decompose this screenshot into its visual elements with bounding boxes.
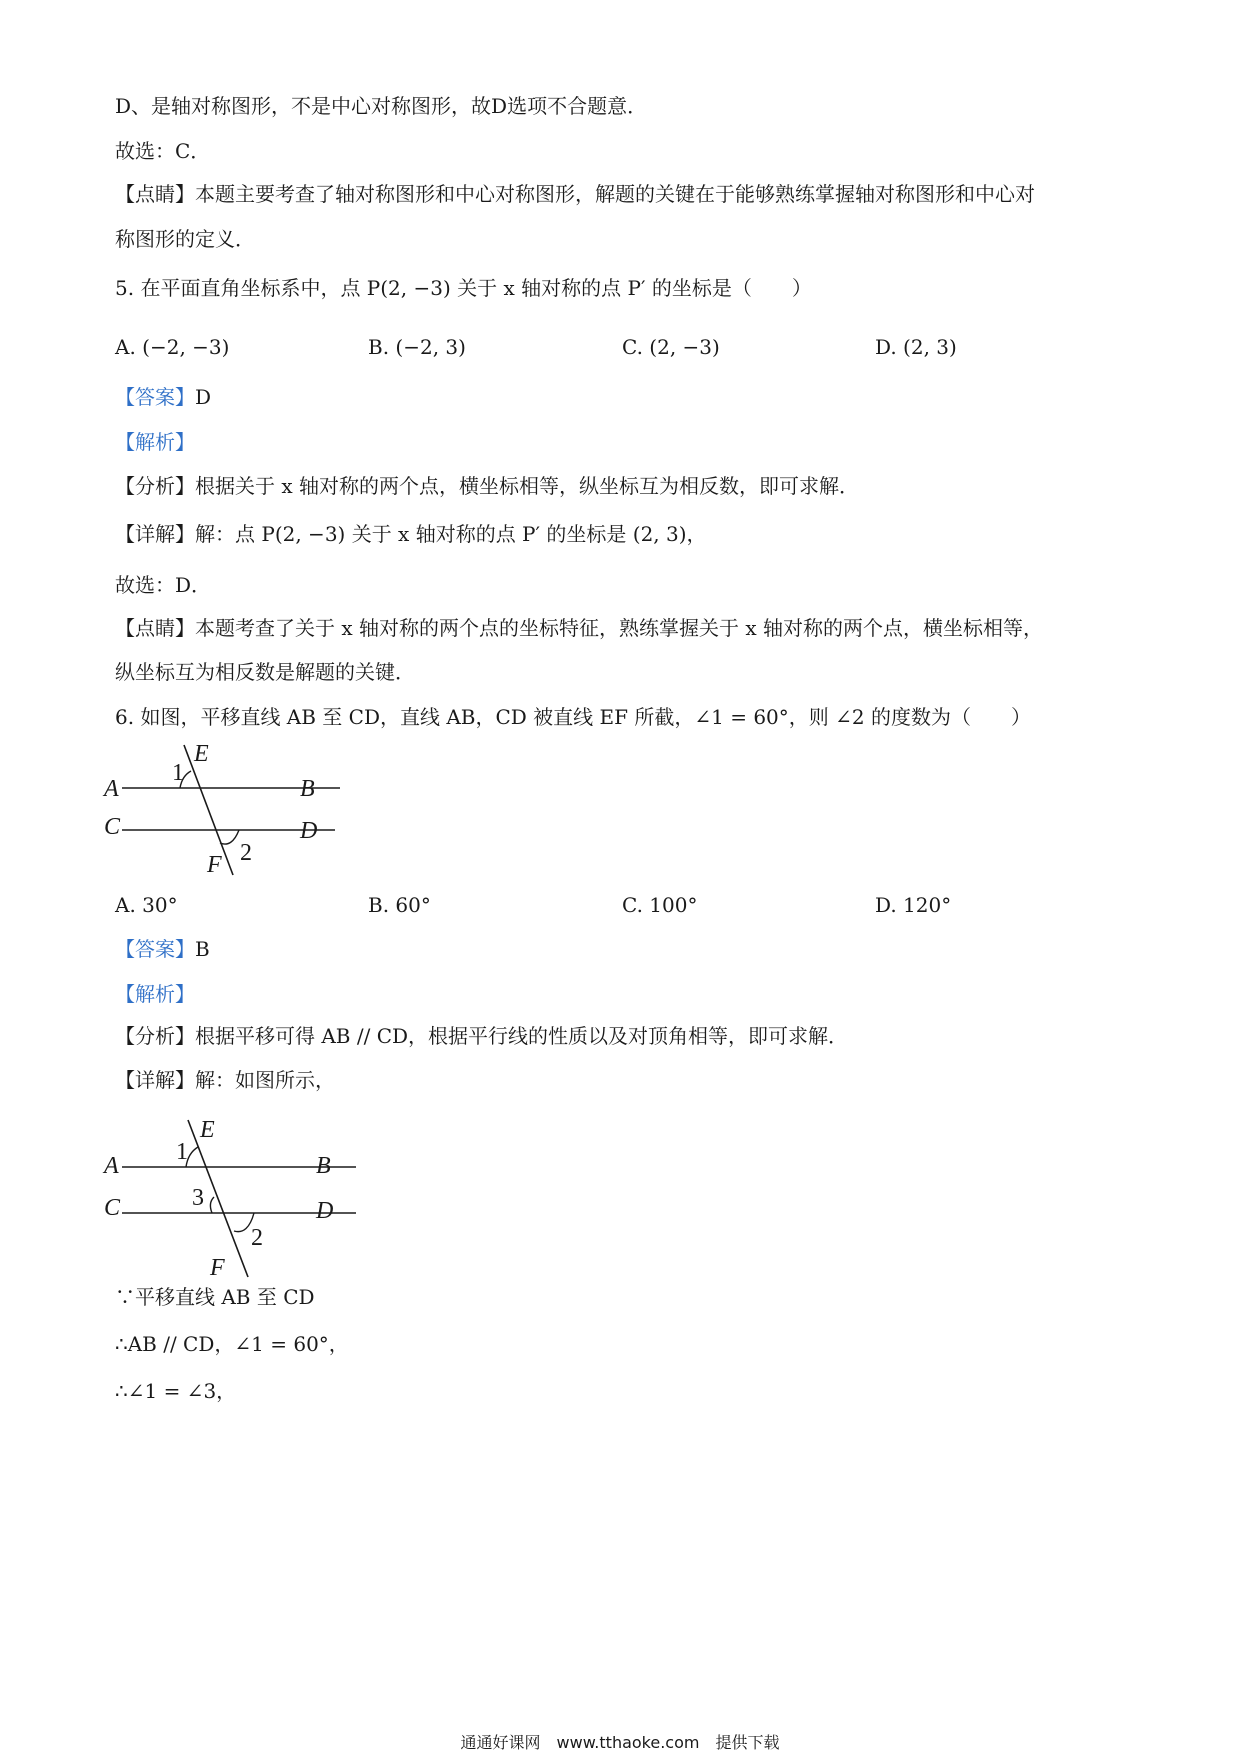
tag-fenxi: 【分析】 [115, 1024, 195, 1048]
q6-step-3: ∴∠1 = ∠3， [115, 1379, 237, 1403]
xiangjie-text: 解：点 P(2, −3) 关于 x 轴对称的点 P′ 的坐标是 (2, 3)， [195, 522, 707, 546]
fenxi-text: 根据关于 x 轴对称的两个点，横坐标相等，纵坐标互为相反数，即可求解． [195, 474, 859, 498]
angle-2-arc [220, 830, 239, 844]
angle-3-arc [210, 1197, 214, 1213]
dianjing-text: 本题主要考查了轴对称图形和中心对称图形，解题的关键在于能够熟练掌握轴对称图形和中心对 [195, 182, 1035, 206]
label-d: D [316, 1198, 334, 1224]
q6-figure-1 [100, 740, 380, 890]
label-angle-2: 2 [240, 840, 252, 866]
q5-dianjing-1 [115, 614, 1043, 642]
tag-answer: 【答案】 [115, 385, 195, 409]
page-footer: 通通好课网 www.tthaoke.com 提供下载 [460, 1733, 780, 1752]
q5-option-a: A. (−2, −3) [115, 335, 230, 359]
q5-jiexi: 【解析】 [115, 430, 195, 454]
tag-fenxi: 【分析】 [115, 474, 195, 498]
label-b: B [300, 776, 315, 802]
label-b: B [316, 1153, 331, 1179]
q5-option-d: D. (2, 3) [875, 335, 957, 359]
q5-xiangjie [115, 520, 707, 548]
line-d-option-explain: D、是轴对称图形，不是中心对称图形，故D选项不合题意． [115, 94, 648, 118]
tag-answer: 【答案】 [115, 937, 195, 961]
label-a: A [104, 1153, 119, 1179]
label-e: E [194, 741, 209, 767]
q6-step-1: ∵平移直线 AB 至 CD [115, 1285, 315, 1309]
answer-value: D [195, 385, 212, 409]
dianjing-text: 本题考查了关于 x 轴对称的两个点的坐标特征，熟练掌握关于 x 轴对称的两个点，横坐标相等， [195, 616, 1043, 640]
label-angle-2: 2 [251, 1225, 263, 1251]
q5-answer [115, 383, 211, 411]
label-a: A [104, 776, 119, 802]
label-e: E [200, 1117, 215, 1143]
tag-xiangjie: 【详解】 [115, 1068, 195, 1092]
line-choose-c: 故选：C． [115, 139, 211, 163]
tag-dianjing: 【点睛】 [115, 182, 195, 206]
label-c: C [104, 814, 121, 840]
label-d: D [300, 818, 318, 844]
label-f: F [207, 852, 222, 878]
q6-option-c: C. 100° [622, 893, 698, 917]
label-angle-3: 3 [192, 1185, 204, 1211]
q5-option-c: C. (2, −3) [622, 335, 720, 359]
q6-option-b: B. 60° [368, 893, 431, 917]
q5-stem: 5. 在平面直角坐标系中，点 P(2, −3) 关于 x 轴对称的点 P′ 的坐标是（ ） [115, 276, 812, 300]
answer-value: B [195, 937, 210, 961]
q5-guxuan: 故选：D． [115, 573, 212, 597]
line-dianjing-1 [115, 180, 1035, 208]
label-angle-1: 1 [172, 760, 184, 786]
q6-option-d: D. 120° [875, 893, 952, 917]
q5-dianjing-2: 纵坐标互为相反数是解题的关键． [115, 660, 415, 684]
q6-figure-2 [100, 1115, 400, 1285]
q6-option-a: A. 30° [115, 893, 178, 917]
q5-fenxi [115, 472, 859, 500]
q6-xiangjie [115, 1066, 335, 1094]
label-angle-1: 1 [176, 1139, 188, 1165]
q5-option-b: B. (−2, 3) [368, 335, 466, 359]
q6-step-2: ∴AB // CD，∠1 = 60°， [115, 1332, 349, 1356]
tag-xiangjie: 【详解】 [115, 522, 195, 546]
q6-stem: 6. 如图，平移直线 AB 至 CD，直线 AB，CD 被直线 EF 所截，∠1 = 60°，则 ∠2 的度数为（ ） [115, 705, 1031, 729]
label-f: F [210, 1255, 225, 1281]
line-dianjing-2: 称图形的定义． [115, 227, 255, 251]
label-c: C [104, 1195, 121, 1221]
q6-fenxi [115, 1022, 848, 1050]
q6-answer [115, 935, 210, 963]
q6-jiexi: 【解析】 [115, 982, 195, 1006]
tag-dianjing: 【点睛】 [115, 616, 195, 640]
fenxi-text: 根据平移可得 AB // CD，根据平行线的性质以及对顶角相等，即可求解． [195, 1024, 849, 1048]
xiangjie-text: 解：如图所示， [195, 1068, 335, 1092]
